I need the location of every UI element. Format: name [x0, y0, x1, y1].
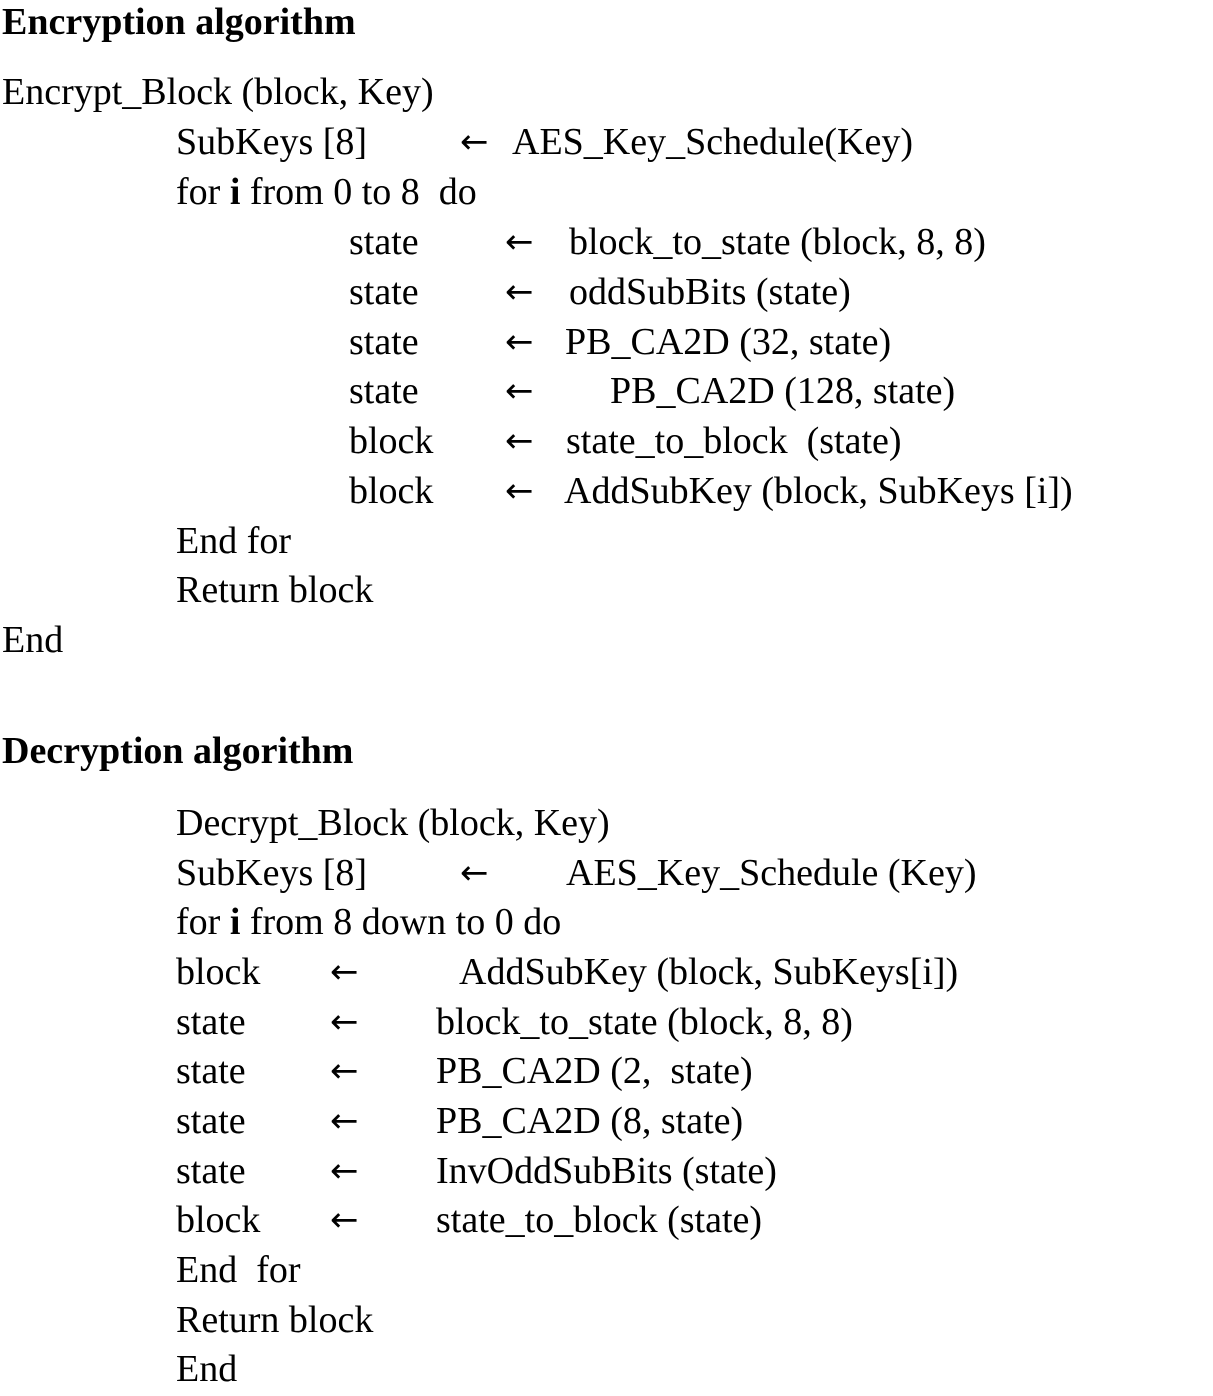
left-arrow-icon: ← — [330, 1051, 359, 1091]
left-arrow-icon: ← — [505, 371, 534, 411]
decrypt-step-3-rhs: PB_CA2D (2, state) — [436, 1050, 753, 1092]
encrypt-subkeys-lhs: SubKeys [8] — [176, 121, 368, 163]
encrypt-return: Return block — [176, 569, 374, 611]
encrypt-loop-line — [176, 170, 1176, 214]
encrypt-step-4-rhs: PB_CA2D (128, state) — [610, 370, 956, 412]
left-arrow-icon: ← — [460, 122, 489, 162]
decrypt-loop-for: for — [176, 901, 221, 943]
encrypt-step-3-lhs: state — [349, 321, 419, 363]
decrypt-subkeys-rhs: AES_Key_Schedule (Key) — [566, 852, 977, 894]
left-arrow-icon: ← — [460, 853, 489, 893]
decrypt-signature: Decrypt_Block (block, Key) — [176, 802, 610, 844]
decrypt-step-4-rhs: PB_CA2D (8, state) — [436, 1100, 744, 1142]
encrypt-loop-range: from 0 to 8 do — [249, 171, 477, 213]
left-arrow-icon: ← — [505, 222, 534, 262]
encrypt-step-3-rhs: PB_CA2D (32, state) — [565, 321, 892, 363]
encrypt-step-2-lhs: state — [349, 271, 419, 313]
decrypt-step-6-rhs: state_to_block (state) — [436, 1199, 763, 1241]
encrypt-step-5-lhs: block — [349, 420, 434, 462]
decrypt-step-2-rhs: block_to_state (block, 8, 8) — [436, 1001, 853, 1043]
decrypt-end-for: End for — [176, 1249, 301, 1291]
encrypt-loop-for: for — [176, 171, 221, 213]
encrypt-step-2-rhs: oddSubBits (state) — [569, 271, 851, 313]
decrypt-end: End — [176, 1348, 238, 1390]
encrypt-step-6-rhs: AddSubKey (block, SubKeys [i]) — [564, 470, 1073, 512]
decrypt-step-1-lhs: block — [176, 951, 261, 993]
left-arrow-icon: ← — [330, 1101, 359, 1141]
decrypt-return: Return block — [176, 1299, 374, 1341]
left-arrow-icon: ← — [505, 322, 534, 362]
encrypt-loop-var: i — [229, 171, 241, 213]
decrypt-loop-var: i — [229, 901, 241, 943]
encryption-heading: Encryption algorithm — [2, 1, 356, 43]
decrypt-subkeys-lhs: SubKeys [8] — [176, 852, 368, 894]
decrypt-loop-range: from 8 down to 0 do — [249, 901, 562, 943]
decrypt-step-5-lhs: state — [176, 1150, 246, 1192]
left-arrow-icon: ← — [330, 952, 359, 992]
left-arrow-icon: ← — [505, 471, 534, 511]
left-arrow-icon: ← — [330, 1200, 359, 1240]
encrypt-signature: Encrypt_Block (block, Key) — [2, 71, 434, 113]
decrypt-step-4-lhs: state — [176, 1100, 246, 1142]
encrypt-end-for: End for — [176, 520, 292, 562]
left-arrow-icon: ← — [330, 1151, 359, 1191]
encrypt-step-5-rhs: state_to_block (state) — [566, 420, 902, 462]
encrypt-step-6-lhs: block — [349, 470, 434, 512]
decrypt-step-1-rhs: AddSubKey (block, SubKeys[i]) — [459, 951, 959, 993]
encrypt-step-4-lhs: state — [349, 370, 419, 412]
encrypt-subkeys-rhs: AES_Key_Schedule(Key) — [512, 121, 914, 163]
encrypt-step-1-lhs: state — [349, 221, 419, 263]
encrypt-end: End — [2, 619, 64, 661]
decrypt-step-6-lhs: block — [176, 1199, 261, 1241]
decrypt-loop-line — [176, 900, 1176, 944]
decryption-heading: Decryption algorithm — [2, 730, 354, 772]
decrypt-step-2-lhs: state — [176, 1001, 246, 1043]
decrypt-step-5-rhs: InvOddSubBits (state) — [436, 1150, 777, 1192]
left-arrow-icon: ← — [505, 421, 534, 461]
decrypt-step-3-lhs: state — [176, 1050, 246, 1092]
left-arrow-icon: ← — [505, 272, 534, 312]
left-arrow-icon: ← — [330, 1002, 359, 1042]
encrypt-step-1-rhs: block_to_state (block, 8, 8) — [569, 221, 986, 263]
